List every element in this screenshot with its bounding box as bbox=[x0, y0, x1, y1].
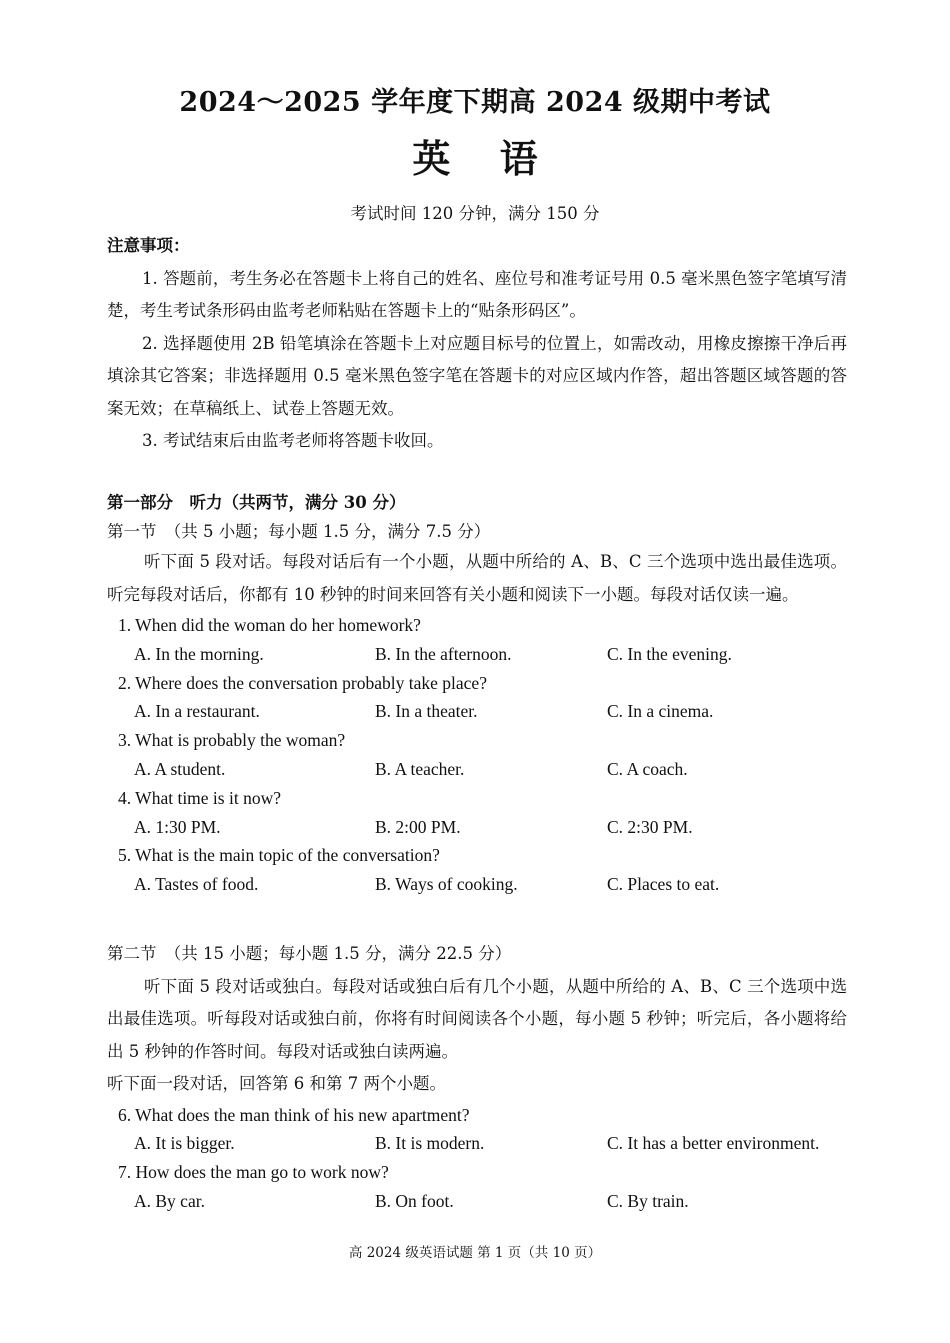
question-7 bbox=[107, 1158, 847, 1216]
question-5 bbox=[107, 841, 847, 899]
option-c: C. It has a better environment. bbox=[607, 1133, 820, 1154]
question-text: 3. What is probably the woman? bbox=[118, 730, 346, 751]
notice-item: 1. 答题前，考生务必在答题卡上将自己的姓名、座位号和准考证号用 0.5 毫米黑色签字笔填写清楚，考生考试条形码由监考老师粘贴在答题卡上的“贴条形码区”。 bbox=[107, 268, 847, 320]
option-a: A. In a restaurant. bbox=[134, 701, 260, 722]
question-options bbox=[107, 755, 847, 784]
section2-instructions: 听下面 5 段对话或独白。每段对话或独白后有几个小题，从题中所给的 A、B、C 三个选项中选出最佳选项。听每段对话或独白前，你将有时间阅读各个小题，每小题 5 秒钟；听完后，各小题将给出 5 秒钟的作答时间。每段对话或独白读两遍。 bbox=[107, 976, 847, 1061]
question-options bbox=[107, 813, 847, 842]
exam-info: 考试时间 120 分钟，满分 150 分 bbox=[350, 204, 600, 223]
notice-item: 3. 考试结束后由监考老师将答题卡收回。 bbox=[142, 431, 444, 450]
option-c: C. 2:30 PM. bbox=[607, 816, 693, 837]
option-b: B. In the afternoon. bbox=[375, 643, 512, 664]
option-a: A. By car. bbox=[134, 1190, 205, 1211]
option-c: C. In the evening. bbox=[607, 643, 732, 664]
question-4 bbox=[107, 784, 847, 842]
option-b: B. A teacher. bbox=[375, 758, 465, 779]
exam-title: 2024～2025 学年度下期高 2024 级期中考试 bbox=[179, 87, 771, 118]
option-b: B. It is modern. bbox=[375, 1133, 485, 1154]
section2-lead: 听下面一段对话，回答第 6 和第 7 两个小题。 bbox=[107, 1074, 446, 1093]
notice-heading: 注意事项： bbox=[107, 236, 190, 255]
option-b: B. On foot. bbox=[375, 1190, 454, 1211]
question-options bbox=[107, 1187, 847, 1216]
option-c: C. Places to eat. bbox=[607, 874, 720, 895]
question-options bbox=[107, 1129, 847, 1158]
question-text: 5. What is the main topic of the conversation? bbox=[118, 845, 440, 866]
question-options bbox=[107, 870, 847, 899]
section2 bbox=[107, 938, 847, 1216]
option-a: A. A student. bbox=[134, 758, 226, 779]
question-text: 7. How does the man go to work now? bbox=[118, 1162, 389, 1183]
option-b: B. In a theater. bbox=[375, 701, 478, 722]
question-text: 1. When did the woman do her homework? bbox=[118, 615, 421, 635]
option-a: A. Tastes of food. bbox=[134, 874, 259, 895]
question-6 bbox=[107, 1101, 847, 1159]
part1-listening bbox=[107, 488, 847, 899]
option-b: B. Ways of cooking. bbox=[375, 874, 518, 895]
question-1 bbox=[107, 611, 847, 669]
question-2 bbox=[107, 669, 847, 727]
notice-block bbox=[107, 230, 847, 458]
option-b: B. 2:00 PM. bbox=[375, 816, 461, 837]
section2-heading: 第二节 （共 15 小题；每小题 1.5 分，满分 22.5 分） bbox=[107, 944, 512, 963]
page-footer: 高 2024 级英语试题 第 1 页（共 10 页） bbox=[348, 1245, 602, 1261]
option-c: C. In a cinema. bbox=[607, 701, 714, 722]
question-options bbox=[107, 697, 847, 726]
question-text: 2. Where does the conversation probably take place? bbox=[118, 672, 487, 693]
section1-instructions: 听下面 5 段对话。每段对话后有一个小题，从题中所给的 A、B、C 三个选项中选出最佳选项。听完每段对话后，你都有 10 秒钟的时间来回答有关小题和阅读下一小题。每段对话仅读一遍。 bbox=[107, 552, 847, 604]
question-text: 6. What does the man think of his new apartment? bbox=[118, 1104, 470, 1125]
option-a: A. It is bigger. bbox=[134, 1133, 235, 1154]
option-a: A. 1:30 PM. bbox=[134, 816, 221, 837]
subject-title: 英 语 bbox=[412, 136, 556, 181]
option-c: C. A coach. bbox=[607, 758, 688, 779]
question-options bbox=[107, 640, 847, 669]
option-a: A. In the morning. bbox=[134, 643, 264, 664]
section1-heading: 第一节 （共 5 小题；每小题 1.5 分，满分 7.5 分） bbox=[107, 522, 491, 541]
question-3 bbox=[107, 726, 847, 784]
notice-item: 2. 选择题使用 2B 铅笔填涂在答题卡上对应题目标号的位置上，如需改动，用橡皮擦擦干净后再填涂其它答案；非选择题用 0.5 毫米黑色签字笔在答题卡的对应区域内作答，超出答题区域答题的答案无效；在草稿纸上、试卷上答题无效。 bbox=[107, 333, 847, 418]
question-text: 4. What time is it now? bbox=[118, 787, 281, 808]
part1-heading: 第一部分 听力（共两节，满分 30 分） bbox=[107, 493, 406, 512]
option-c: C. By train. bbox=[607, 1190, 689, 1211]
